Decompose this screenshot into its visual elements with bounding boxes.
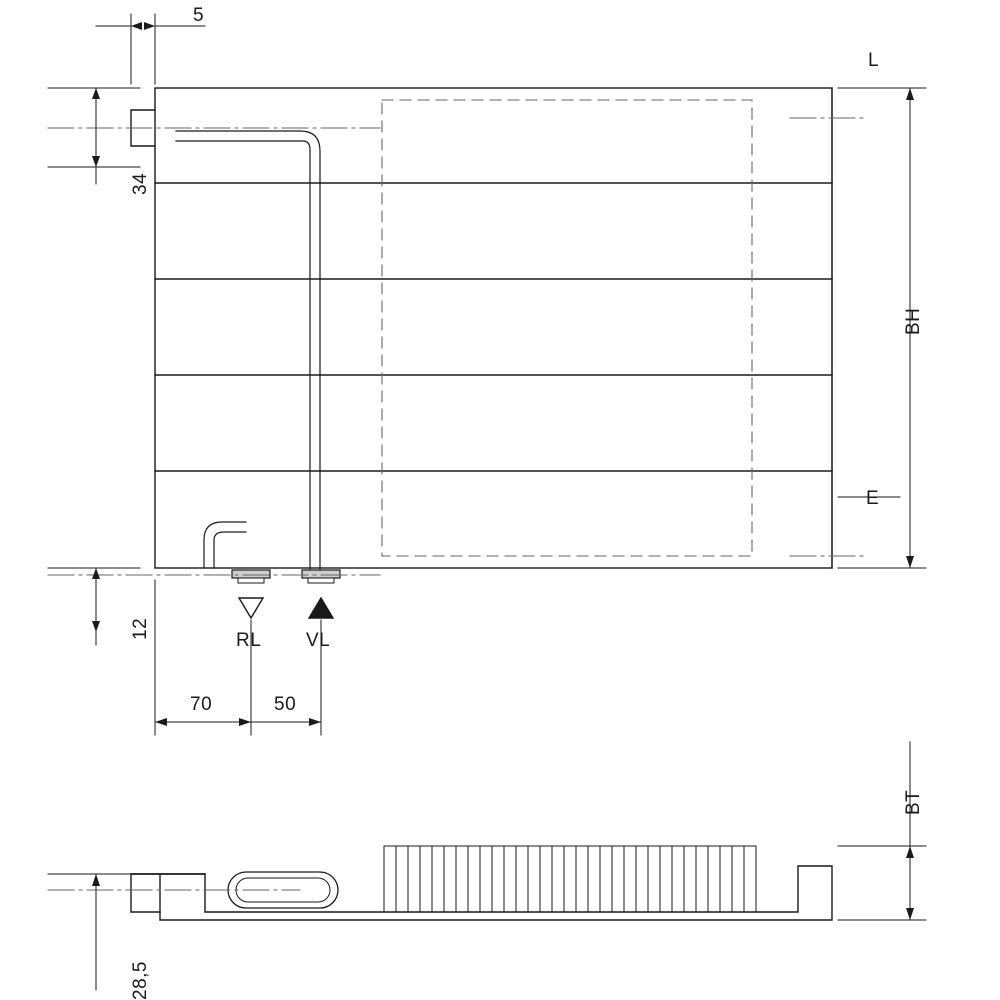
supply-nipple-tip [308, 578, 334, 583]
return-nipple-tip [238, 578, 264, 583]
label-supply-flow: VL [306, 630, 331, 651]
supply-nipple [302, 570, 340, 578]
return-nipple [232, 570, 270, 578]
lower-bend-inner [214, 532, 246, 568]
label-build-height: BH [903, 307, 924, 335]
dim-label-70: 70 [190, 694, 213, 715]
dim-label-12: 12 [130, 617, 151, 640]
label-insert-height: E [866, 488, 880, 509]
dim-label-34: 34 [130, 172, 151, 195]
label-build-depth: BT [903, 789, 924, 815]
dim-label-285: 28,5 [130, 961, 151, 1000]
dim-label-50: 50 [274, 694, 297, 715]
pipe-outer [176, 131, 320, 570]
pipe-inner [176, 141, 310, 570]
hidden-insert-outline [382, 100, 752, 556]
label-return-flow: RL [236, 630, 262, 651]
dim-label-5: 5 [193, 5, 205, 26]
radiator-body-outline [155, 88, 832, 568]
label-length: L [868, 50, 880, 71]
lower-bend-outer [204, 522, 246, 568]
center-lines-front [48, 118, 866, 575]
supply-flow-triangle [309, 598, 333, 618]
return-flow-triangle [239, 598, 263, 618]
convector-fins [384, 846, 756, 912]
